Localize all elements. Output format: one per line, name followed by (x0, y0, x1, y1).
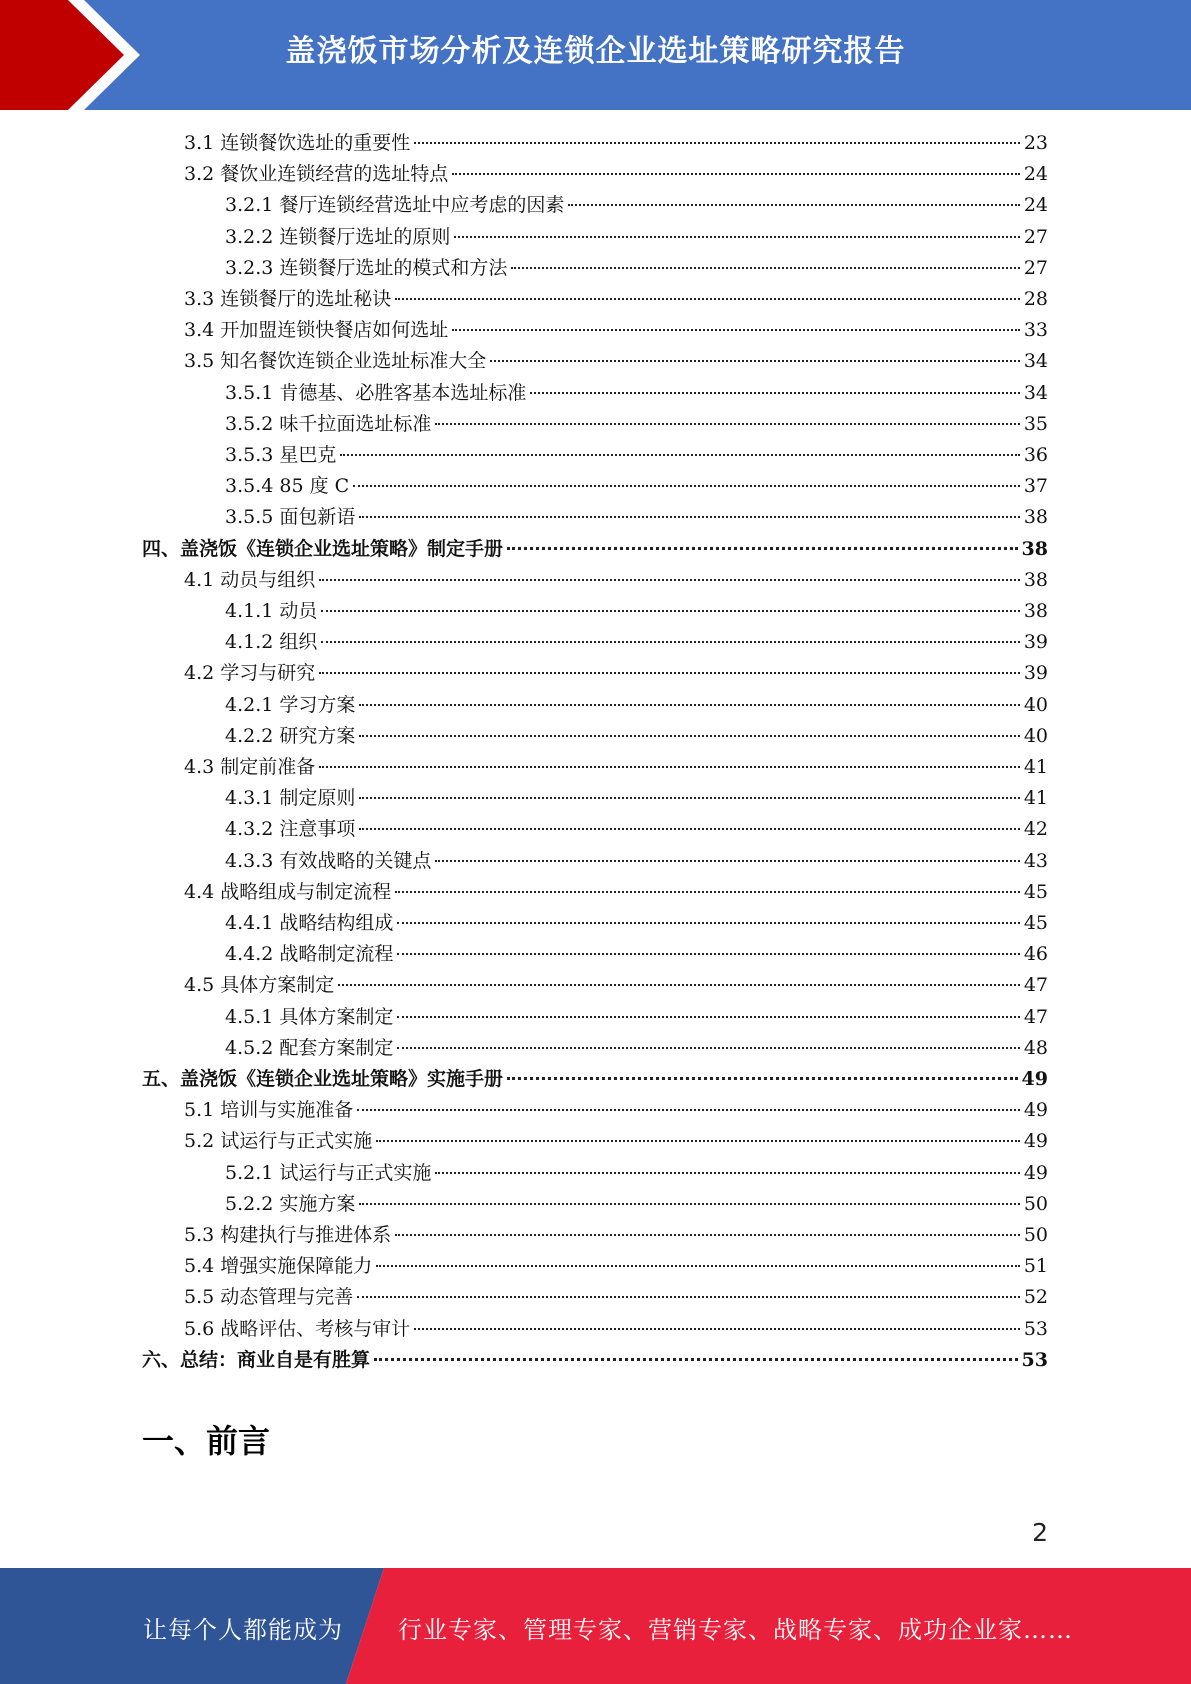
toc-entry[interactable] (225, 627, 1048, 658)
toc-entry-label: 4.1.2 组织 (225, 631, 318, 654)
toc-entry-label: 3.2.1 餐厅连锁经营选址中应考虑的因素 (225, 194, 565, 217)
toc-entry[interactable] (184, 1126, 1048, 1157)
toc-entry[interactable] (225, 471, 1048, 502)
toc-entry[interactable] (184, 1314, 1048, 1345)
toc-dot-leader (452, 329, 1020, 331)
toc-entry[interactable] (184, 346, 1048, 377)
toc-entry-page: 47 (1023, 1005, 1048, 1028)
toc-dot-leader (397, 1016, 1019, 1018)
toc-entry-page: 28 (1023, 288, 1048, 310)
toc-entry-page: 45 (1023, 880, 1048, 903)
toc-dot-leader (338, 984, 1020, 986)
toc-dot-leader (490, 360, 1020, 362)
toc-dot-leader (395, 298, 1020, 300)
toc-entry-page: 43 (1023, 849, 1048, 872)
toc-entry-label: 5.3 构建执行与推进体系 (184, 1224, 392, 1246)
toc-entry-label: 3.2 餐饮业连锁经营的选址特点 (184, 163, 449, 186)
toc-entry[interactable] (184, 658, 1048, 689)
toc-entry[interactable] (225, 440, 1048, 471)
toc-entry-label: 4.1 动员与组织 (184, 568, 316, 591)
toc-entry-label: 5.2.2 实施方案 (225, 1192, 356, 1215)
toc-entry-page: 46 (1023, 943, 1048, 966)
toc-entry-page: 53 (1021, 1348, 1048, 1371)
toc-dot-leader (319, 579, 1020, 581)
toc-entry-label: 3.5.3 星巴克 (225, 444, 337, 466)
toc-entry-page: 27 (1023, 256, 1048, 279)
toc-entry-page: 38 (1023, 506, 1048, 529)
toc-entry-label: 3.4 开加盟连锁快餐店如何选址 (184, 319, 449, 342)
toc-entry[interactable] (142, 534, 1048, 565)
toc-entry[interactable] (142, 1064, 1048, 1095)
toc-dot-leader (374, 1358, 1018, 1361)
toc-dot-leader (321, 610, 1019, 612)
toc-entry-page: 49 (1023, 1161, 1048, 1184)
toc-dot-leader (395, 1234, 1020, 1236)
toc-dot-leader (359, 735, 1019, 737)
toc-entry-label: 3.5 知名餐饮连锁企业选址标准大全 (184, 350, 487, 373)
toc-entry-page: 24 (1023, 163, 1048, 186)
toc-entry-label: 3.3 连锁餐厅的选址秘诀 (184, 288, 392, 310)
toc-entry[interactable] (184, 1251, 1048, 1282)
toc-entry-page: 40 (1023, 724, 1048, 747)
toc-entry[interactable] (225, 409, 1048, 440)
toc-entry-label: 4.2 学习与研究 (184, 662, 316, 685)
toc-entry-label: 3.5.5 面包新语 (225, 506, 356, 529)
toc-entry[interactable] (184, 877, 1048, 908)
toc-dot-leader (359, 828, 1019, 830)
toc-entry[interactable] (225, 814, 1048, 845)
toc-dot-leader (414, 142, 1020, 144)
toc-entry-label: 3.5.1 肯德基、必胜客基本选址标准 (225, 381, 527, 404)
toc-dot-leader (435, 423, 1019, 425)
toc-entry[interactable] (184, 284, 1048, 315)
toc-dot-leader (395, 891, 1020, 893)
toc-entry[interactable] (225, 908, 1048, 939)
toc-dot-leader (530, 392, 1019, 394)
toc-dot-leader (397, 953, 1019, 955)
toc-dot-leader (353, 485, 1020, 487)
toc-dot-leader (359, 1203, 1019, 1205)
toc-entry-label: 5.4 增强实施保障能力 (184, 1255, 373, 1278)
toc-entry-page: 49 (1023, 1130, 1048, 1153)
toc-dot-leader (319, 672, 1020, 674)
toc-entry[interactable] (225, 721, 1048, 752)
toc-entry-label: 5.6 战略评估、考核与审计 (184, 1317, 411, 1340)
toc-entry[interactable] (184, 1282, 1048, 1313)
footer-slogan-right: 行业专家、管理专家、营销专家、战略专家、成功企业家…… (398, 1616, 1073, 1644)
toc-entry-label: 5.2 试运行与正式实施 (184, 1130, 373, 1153)
toc-entry[interactable] (184, 970, 1048, 1001)
page-number: 2 (1032, 1518, 1048, 1547)
document-title: 盖浇饭市场分析及连锁企业选址策略研究报告 (285, 34, 906, 69)
toc-entry[interactable] (225, 1033, 1048, 1064)
toc-entry-label: 5.2.1 试运行与正式实施 (225, 1161, 432, 1184)
toc-dot-leader (357, 1296, 1020, 1298)
toc-entry-page: 33 (1023, 319, 1048, 342)
toc-entry-label: 3.2.2 连锁餐厅选址的原则 (225, 225, 451, 248)
toc-dot-leader (359, 797, 1019, 799)
page-header (0, 0, 1191, 110)
toc-dot-leader (376, 1140, 1020, 1142)
toc-entry[interactable] (184, 1220, 1048, 1251)
toc-dot-leader (397, 922, 1019, 924)
toc-entry[interactable] (225, 596, 1048, 627)
toc-entry-page: 52 (1023, 1286, 1048, 1309)
toc-dot-leader (435, 1172, 1019, 1174)
toc-dot-leader (359, 704, 1019, 706)
toc-entry-label: 4.2.2 研究方案 (225, 724, 356, 747)
toc-entry-page: 40 (1023, 693, 1048, 716)
toc-entry-page: 38 (1021, 537, 1048, 560)
toc-entry-page: 42 (1023, 818, 1048, 841)
section-heading: 一、前言 (142, 1422, 271, 1460)
toc-entry-label: 3.5.4 85 度 C (225, 475, 350, 498)
toc-entry-page: 41 (1023, 756, 1048, 778)
toc-entry[interactable] (225, 1002, 1048, 1033)
toc-entry-label: 五、盖浇饭《连锁企业选址策略》实施手册 (142, 1068, 504, 1090)
toc-dot-leader (319, 766, 1020, 768)
toc-entry-label: 4.2.1 学习方案 (225, 693, 356, 716)
toc-entry[interactable] (225, 690, 1048, 721)
toc-entry[interactable] (225, 783, 1048, 814)
toc-entry-label: 4.1.1 动员 (225, 600, 318, 622)
toc-dot-leader (568, 204, 1019, 206)
toc-entry[interactable] (225, 1158, 1048, 1189)
toc-entry-label: 4.4.1 战略结构组成 (225, 912, 394, 934)
toc-entry-page: 41 (1023, 787, 1048, 810)
toc-entry-page: 23 (1023, 132, 1048, 154)
toc-entry[interactable] (225, 502, 1048, 533)
toc-entry-label: 3.1 连锁餐饮选址的重要性 (184, 132, 411, 154)
toc-entry-page: 35 (1023, 412, 1048, 435)
toc-entry[interactable] (225, 190, 1048, 221)
toc-dot-leader (376, 1265, 1020, 1267)
toc-entry-page: 45 (1023, 912, 1048, 934)
toc-entry[interactable] (184, 315, 1048, 346)
toc-dot-leader (452, 173, 1020, 175)
toc-entry[interactable] (225, 846, 1048, 877)
toc-entry[interactable] (225, 939, 1048, 970)
toc-entry-label: 3.5.2 味千拉面选址标准 (225, 412, 432, 435)
toc-dot-leader (435, 860, 1019, 862)
toc-entry-page: 38 (1023, 600, 1048, 622)
toc-entry[interactable] (225, 1189, 1048, 1220)
toc-entry-page: 37 (1023, 475, 1048, 498)
toc-entry-label: 4.5 具体方案制定 (184, 974, 335, 997)
toc-entry-label: 4.3.1 制定原则 (225, 787, 356, 810)
footer-slogan-left: 让每个人都能成为 (143, 1616, 343, 1644)
toc-entry[interactable] (184, 128, 1048, 159)
toc-entry[interactable] (225, 253, 1048, 284)
toc-entry-page: 49 (1023, 1099, 1048, 1122)
toc-entry[interactable] (225, 222, 1048, 253)
toc-entry-label: 4.5.1 具体方案制定 (225, 1005, 394, 1028)
toc-dot-leader (397, 1047, 1019, 1049)
toc-entry-label: 5.5 动态管理与完善 (184, 1286, 354, 1309)
toc-entry-page: 53 (1023, 1317, 1048, 1340)
toc-entry-label: 3.2.3 连锁餐厅选址的模式和方法 (225, 256, 508, 279)
toc-entry-page: 39 (1023, 631, 1048, 654)
toc-entry-page: 34 (1023, 350, 1048, 373)
toc-entry-page: 51 (1023, 1255, 1048, 1278)
toc-entry-label: 4.4 战略组成与制定流程 (184, 880, 392, 903)
toc-entry[interactable] (184, 1095, 1048, 1126)
toc-entry-page: 24 (1023, 194, 1048, 217)
toc-entry[interactable] (142, 1345, 1048, 1376)
page-footer (0, 1568, 1191, 1684)
toc-dot-leader (357, 1109, 1020, 1111)
toc-entry-label: 4.3 制定前准备 (184, 756, 316, 778)
toc-entry-page: 47 (1023, 974, 1048, 997)
toc-entry[interactable] (184, 752, 1048, 783)
toc-entry-page: 27 (1023, 225, 1048, 248)
toc-dot-leader (321, 641, 1019, 643)
toc-entry-label: 4.3.2 注意事项 (225, 818, 356, 841)
toc-entry-label: 六、总结：商业自是有胜算 (142, 1348, 371, 1371)
toc-entry-page: 39 (1023, 662, 1048, 685)
toc-entry-label: 4.5.2 配套方案制定 (225, 1036, 394, 1059)
toc-entry[interactable] (184, 159, 1048, 190)
toc-entry[interactable] (225, 378, 1048, 409)
toc-dot-leader (507, 547, 1018, 550)
toc-dot-leader (507, 1077, 1018, 1080)
toc-entry-page: 49 (1021, 1068, 1048, 1090)
toc-dot-leader (511, 267, 1019, 269)
toc-entry-page: 34 (1023, 381, 1048, 404)
toc-entry-label: 5.1 培训与实施准备 (184, 1099, 354, 1122)
toc-entry-page: 50 (1023, 1192, 1048, 1215)
toc-entry-label: 4.3.3 有效战略的关键点 (225, 849, 432, 872)
toc-entry-page: 38 (1023, 568, 1048, 591)
toc-entry-page: 50 (1023, 1224, 1048, 1246)
toc-dot-leader (454, 236, 1019, 238)
toc-entry-label: 4.4.2 战略制定流程 (225, 943, 394, 966)
toc-dot-leader (414, 1328, 1020, 1330)
toc-dot-leader (359, 516, 1019, 518)
toc-entry-page: 48 (1023, 1036, 1048, 1059)
toc-entry-label: 四、盖浇饭《连锁企业选址策略》制定手册 (142, 537, 504, 560)
toc-dot-leader (340, 454, 1019, 456)
toc-entry[interactable] (184, 565, 1048, 596)
toc-entry-page: 36 (1023, 444, 1048, 466)
